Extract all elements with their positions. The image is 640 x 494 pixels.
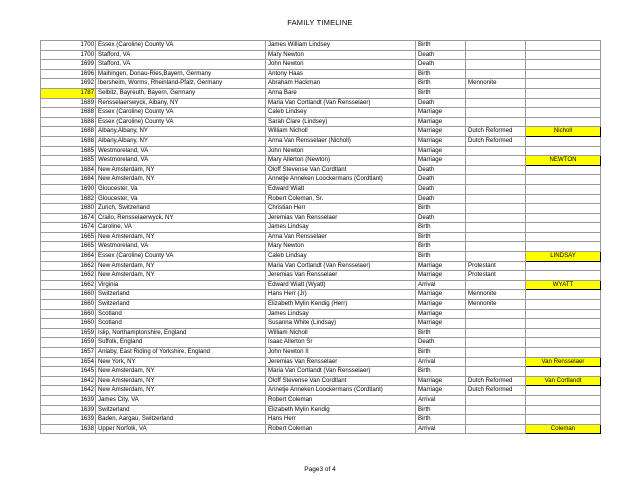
year-cell: 1659 [41, 328, 96, 338]
year-cell: 1639 [41, 415, 96, 425]
place-cell: Albany,Albany, NY [96, 127, 266, 137]
tag-cell [526, 348, 601, 358]
table-row [41, 300, 601, 310]
timeline-table [40, 40, 601, 434]
tag-cell [526, 108, 601, 118]
table-row [41, 127, 601, 137]
event-cell: Marriage [416, 309, 466, 319]
year-cell: 1700 [41, 41, 96, 51]
table-row [41, 386, 601, 396]
place-cell: Rensselaerswyck, Albany, NY [96, 98, 266, 108]
event-cell: Marriage [416, 300, 466, 310]
note-cell [466, 117, 526, 127]
place-cell: Suffolk, England [96, 338, 266, 348]
tag-cell [526, 338, 601, 348]
event-cell: Death [416, 175, 466, 185]
event-cell: Marriage [416, 136, 466, 146]
place-cell: New Amsterdam, NY [96, 261, 266, 271]
name-cell: Christian Herr [266, 204, 416, 214]
event-cell: Arrival [416, 395, 466, 405]
event-cell: Birth [416, 88, 466, 98]
note-cell [466, 146, 526, 156]
year-cell: 1660 [41, 319, 96, 329]
year-cell: 1692 [41, 79, 96, 89]
table-row [41, 175, 601, 185]
tag-cell [526, 175, 601, 185]
place-cell: Crailo, Rensselaerwyck, NY [96, 213, 266, 223]
event-cell: Birth [416, 232, 466, 242]
year-cell: 1688 [41, 127, 96, 137]
event-cell: Birth [416, 223, 466, 233]
place-cell: Switzerland [96, 300, 266, 310]
place-cell: Zurich, Switzerland [96, 204, 266, 214]
year-cell: 1688 [41, 108, 96, 118]
note-cell [466, 319, 526, 329]
table-row [41, 319, 601, 329]
name-cell: Caleb Lindsey [266, 108, 416, 118]
note-cell: Mennonite [466, 79, 526, 89]
note-cell [466, 213, 526, 223]
place-cell: New Amsterdam, NY [96, 175, 266, 185]
table-row [41, 136, 601, 146]
note-cell: Dutch Reformed [466, 376, 526, 386]
place-cell: Selbitz, Bayreuth, Bayern, Germany [96, 88, 266, 98]
table-row [41, 60, 601, 70]
table-row [41, 376, 601, 386]
tag-cell [526, 88, 601, 98]
note-cell: Dutch Reformed [466, 127, 526, 137]
event-cell: Death [416, 338, 466, 348]
event-cell: Birth [416, 367, 466, 377]
note-cell [466, 204, 526, 214]
name-cell: John Newton II [266, 348, 416, 358]
event-cell: Marriage [416, 156, 466, 166]
note-cell [466, 280, 526, 290]
event-cell: Marriage [416, 108, 466, 118]
event-cell: Marriage [416, 290, 466, 300]
year-cell: 1699 [41, 60, 96, 70]
table-row [41, 165, 601, 175]
name-cell: Anna Bare [266, 88, 416, 98]
place-cell: Gloucester, Va [96, 194, 266, 204]
event-cell: Death [416, 194, 466, 204]
tag-cell [526, 242, 601, 252]
place-cell: James City, VA [96, 395, 266, 405]
year-cell: 1642 [41, 376, 96, 386]
tag-cell: Van Rensselaer [526, 357, 601, 367]
table-row [41, 194, 601, 204]
table-row [41, 50, 601, 60]
event-cell: Death [416, 50, 466, 60]
table-row [41, 88, 601, 98]
year-cell: 1690 [41, 184, 96, 194]
event-cell: Marriage [416, 319, 466, 329]
tag-cell: NEWTON [526, 156, 601, 166]
tag-cell [526, 290, 601, 300]
event-cell: Birth [416, 69, 466, 79]
table-row [41, 41, 601, 51]
event-cell: Birth [416, 204, 466, 214]
year-cell: 1684 [41, 165, 96, 175]
table-row [41, 271, 601, 281]
tag-cell [526, 184, 601, 194]
event-cell: Death [416, 98, 466, 108]
year-cell: 1674 [41, 213, 96, 223]
event-cell: Arrival [416, 424, 466, 434]
name-cell: Mary Newton [266, 50, 416, 60]
note-cell [466, 223, 526, 233]
tag-cell [526, 165, 601, 175]
place-cell: Stafford, VA [96, 60, 266, 70]
name-cell: Sarah Clare (Lindsey) [266, 117, 416, 127]
place-cell: Scotland [96, 309, 266, 319]
tag-cell [526, 50, 601, 60]
note-cell [466, 156, 526, 166]
name-cell: Robert Coleman [266, 424, 416, 434]
table-row [41, 204, 601, 214]
table-row [41, 242, 601, 252]
tag-cell [526, 415, 601, 425]
event-cell: Birth [416, 348, 466, 358]
table-row [41, 108, 601, 118]
note-cell [466, 194, 526, 204]
year-cell: 1662 [41, 271, 96, 281]
place-cell: Virginia [96, 280, 266, 290]
table-row [41, 328, 601, 338]
tag-cell [526, 194, 601, 204]
table-row [41, 213, 601, 223]
tag-cell [526, 319, 601, 329]
year-cell: 1664 [41, 252, 96, 262]
place-cell: Switzerland [96, 405, 266, 415]
event-cell: Marriage [416, 271, 466, 281]
tag-cell [526, 367, 601, 377]
table-row [41, 146, 601, 156]
year-cell: 1662 [41, 280, 96, 290]
table-row [41, 156, 601, 166]
note-cell: Mennonite [466, 290, 526, 300]
name-cell: Mary Allerton (Newton) [266, 156, 416, 166]
year-cell: 1660 [41, 290, 96, 300]
year-cell: 1689 [41, 98, 96, 108]
year-cell: 1665 [41, 232, 96, 242]
table-row [41, 98, 601, 108]
year-cell: 1684 [41, 175, 96, 185]
note-cell [466, 108, 526, 118]
tag-cell: WYATT [526, 280, 601, 290]
tag-cell [526, 223, 601, 233]
place-cell: Stafford, VA [96, 50, 266, 60]
table-row [41, 184, 601, 194]
tag-cell [526, 79, 601, 89]
page-title: FAMILY TIMELINE [287, 18, 353, 27]
year-cell: 1700 [41, 50, 96, 60]
year-cell: 1645 [41, 367, 96, 377]
tag-cell [526, 98, 601, 108]
event-cell: Birth [416, 405, 466, 415]
year-cell: 1688 [41, 117, 96, 127]
event-cell: Birth [416, 252, 466, 262]
tag-cell [526, 204, 601, 214]
event-cell: Birth [416, 328, 466, 338]
name-cell: William Nicholl [266, 328, 416, 338]
event-cell: Birth [416, 41, 466, 51]
note-cell [466, 338, 526, 348]
table-row [41, 338, 601, 348]
year-cell: 1680 [41, 204, 96, 214]
note-cell [466, 415, 526, 425]
name-cell: Annetje Anneken Loockermans (Cordtlant) [266, 175, 416, 185]
name-cell: Anna Van Rensselaer [266, 232, 416, 242]
tag-cell [526, 386, 601, 396]
name-cell: Hans Herr [266, 415, 416, 425]
name-cell: Jeremias Van Rensselaer [266, 213, 416, 223]
place-cell: Essex (Caroline) County VA [96, 108, 266, 118]
note-cell: Mennonite [466, 300, 526, 310]
place-cell: New Amsterdam, NY [96, 376, 266, 386]
event-cell: Birth [416, 79, 466, 89]
place-cell: Essex (Caroline) County VA [96, 117, 266, 127]
table-row [41, 280, 601, 290]
event-cell: Death [416, 213, 466, 223]
note-cell [466, 424, 526, 434]
note-cell [466, 242, 526, 252]
year-cell: 1787 [41, 88, 96, 98]
note-cell [466, 175, 526, 185]
note-cell [466, 50, 526, 60]
name-cell: James William Lindsey [266, 41, 416, 51]
place-cell: Westmoreland, VA [96, 156, 266, 166]
table-row [41, 79, 601, 89]
place-cell: Ibersheim, Worms, Rheinland-Pfalz, Germany [96, 79, 266, 89]
name-cell: Annetje Anneken Loockermans (Cordtlant) [266, 386, 416, 396]
table-row [41, 415, 601, 425]
tag-cell [526, 271, 601, 281]
table-row [41, 348, 601, 358]
place-cell: Essex (Caroline) County VA [96, 252, 266, 262]
page-footer: Page3 of 4 [304, 466, 336, 473]
year-cell: 1659 [41, 338, 96, 348]
note-cell [466, 184, 526, 194]
table-row [41, 424, 601, 434]
place-cell: Essex (Caroline) County VA [96, 41, 266, 51]
name-cell: Caleb Lindsay [266, 252, 416, 262]
table-row [41, 223, 601, 233]
place-cell: New Amsterdam, NY [96, 165, 266, 175]
place-cell: New Amsterdam, NY [96, 232, 266, 242]
table-row [41, 261, 601, 271]
place-cell: Islip, Northamptonshire, England [96, 328, 266, 338]
name-cell: Antony Haas [266, 69, 416, 79]
note-cell [466, 60, 526, 70]
place-cell: Westmoreland, VA [96, 146, 266, 156]
place-cell: Maihingen, Donau-Ries,Bayern, Germany [96, 69, 266, 79]
table-row [41, 395, 601, 405]
year-cell: 1660 [41, 300, 96, 310]
event-cell: Birth [416, 415, 466, 425]
year-cell: 1660 [41, 309, 96, 319]
note-cell [466, 367, 526, 377]
name-cell: Edward Wiatt (Wyatt) [266, 280, 416, 290]
note-cell [466, 357, 526, 367]
note-cell [466, 165, 526, 175]
name-cell: Elizabeth Mylin Kendig [266, 405, 416, 415]
table-row [41, 69, 601, 79]
tag-cell [526, 261, 601, 271]
year-cell: 1639 [41, 405, 96, 415]
note-cell [466, 348, 526, 358]
year-cell: 1685 [41, 156, 96, 166]
place-cell: New York, NY [96, 357, 266, 367]
name-cell: Maria Van Cortlandt (Van Rensselaer) [266, 98, 416, 108]
place-cell: New Amsterdam, NY [96, 271, 266, 281]
event-cell: Death [416, 184, 466, 194]
event-cell: Marriage [416, 127, 466, 137]
table-row [41, 232, 601, 242]
tag-cell [526, 136, 601, 146]
note-cell [466, 98, 526, 108]
place-cell: New Amsterdam, NY [96, 367, 266, 377]
note-cell: Dutch Reformed [466, 386, 526, 396]
tag-cell [526, 309, 601, 319]
tag-cell [526, 41, 601, 51]
year-cell: 1665 [41, 242, 96, 252]
event-cell: Marriage [416, 386, 466, 396]
name-cell: Susanna White (Lindsay) [266, 319, 416, 329]
event-cell: Marriage [416, 376, 466, 386]
note-cell [466, 309, 526, 319]
tag-cell [526, 117, 601, 127]
tag-cell [526, 213, 601, 223]
tag-cell: Nicholl [526, 127, 601, 137]
place-cell: Albany,Albany, NY [96, 136, 266, 146]
name-cell: Jeremias Van Rensselaer [266, 271, 416, 281]
tag-cell [526, 328, 601, 338]
note-cell [466, 395, 526, 405]
year-cell: 1662 [41, 261, 96, 271]
table-row [41, 290, 601, 300]
place-cell: Scotland [96, 319, 266, 329]
tag-cell: Coleman [526, 424, 601, 434]
note-cell: Dutch Reformed [466, 136, 526, 146]
table-row [41, 252, 601, 262]
table-row [41, 117, 601, 127]
tag-cell [526, 146, 601, 156]
name-cell: Oloff Stevense Van Cordtlant [266, 165, 416, 175]
table-row [41, 405, 601, 415]
year-cell: 1657 [41, 348, 96, 358]
name-cell: John Newton [266, 146, 416, 156]
note-cell [466, 405, 526, 415]
table-row [41, 357, 601, 367]
name-cell: Isaac Allerton Sr [266, 338, 416, 348]
name-cell: James Lindsay [266, 309, 416, 319]
event-cell: Death [416, 60, 466, 70]
event-cell: Birth [416, 242, 466, 252]
name-cell: John Newton [266, 60, 416, 70]
note-cell [466, 41, 526, 51]
year-cell: 1685 [41, 146, 96, 156]
event-cell: Death [416, 165, 466, 175]
note-cell: Protestant [466, 271, 526, 281]
event-cell: Marriage [416, 117, 466, 127]
name-cell: William Nicholl [266, 127, 416, 137]
name-cell: Edward Wiatt [266, 184, 416, 194]
name-cell: Oloff Stevense Van Cordtlant [266, 376, 416, 386]
year-cell: 1674 [41, 223, 96, 233]
note-cell [466, 328, 526, 338]
year-cell: 1654 [41, 357, 96, 367]
note-cell: Protestant [466, 261, 526, 271]
name-cell: Maria Van Cortlandt (Van Rensselaer) [266, 367, 416, 377]
year-cell: 1642 [41, 386, 96, 396]
note-cell [466, 69, 526, 79]
event-cell: Marriage [416, 261, 466, 271]
place-cell: Westmoreland, VA [96, 242, 266, 252]
tag-cell [526, 232, 601, 242]
timeline-rows [41, 41, 601, 434]
place-cell: New Amsterdam, NY [96, 386, 266, 396]
name-cell: Elizabeth Mylin Kendig (Herr) [266, 300, 416, 310]
table-row [41, 309, 601, 319]
place-cell: Gloucester, Va [96, 184, 266, 194]
name-cell: Robert Coleman, Sr. [266, 194, 416, 204]
event-cell: Arrival [416, 280, 466, 290]
tag-cell: Van Cortlandt [526, 376, 601, 386]
name-cell: Anna Van Rensselaer (Nicholl) [266, 136, 416, 146]
name-cell: Mary Newton [266, 242, 416, 252]
tag-cell [526, 405, 601, 415]
name-cell: Maria Van Cortlandt (Van Rensselaer) [266, 261, 416, 271]
note-cell [466, 88, 526, 98]
year-cell: 1638 [41, 424, 96, 434]
name-cell: James Lindsay [266, 223, 416, 233]
place-cell: Baden, Aargau, Switzerland [96, 415, 266, 425]
name-cell: Abraham Hackman [266, 79, 416, 89]
event-cell: Marriage [416, 146, 466, 156]
place-cell: Upper Norfolk, VA [96, 424, 266, 434]
name-cell: Jeremias Van Rensselaer [266, 357, 416, 367]
name-cell: Hans Herr (Jr) [266, 290, 416, 300]
place-cell: Switzerland [96, 290, 266, 300]
name-cell: Robert Coleman [266, 395, 416, 405]
tag-cell [526, 395, 601, 405]
place-cell: Anlaby, East Riding of Yorkshire, England [96, 348, 266, 358]
year-cell: 1682 [41, 194, 96, 204]
tag-cell [526, 69, 601, 79]
year-cell: 1696 [41, 69, 96, 79]
table-row [41, 367, 601, 377]
tag-cell [526, 300, 601, 310]
tag-cell: LINDSAY [526, 252, 601, 262]
tag-cell [526, 60, 601, 70]
event-cell: Arrival [416, 357, 466, 367]
note-cell [466, 252, 526, 262]
year-cell: 1639 [41, 395, 96, 405]
note-cell [466, 232, 526, 242]
place-cell: Caroline, VA [96, 223, 266, 233]
year-cell: 1688 [41, 136, 96, 146]
